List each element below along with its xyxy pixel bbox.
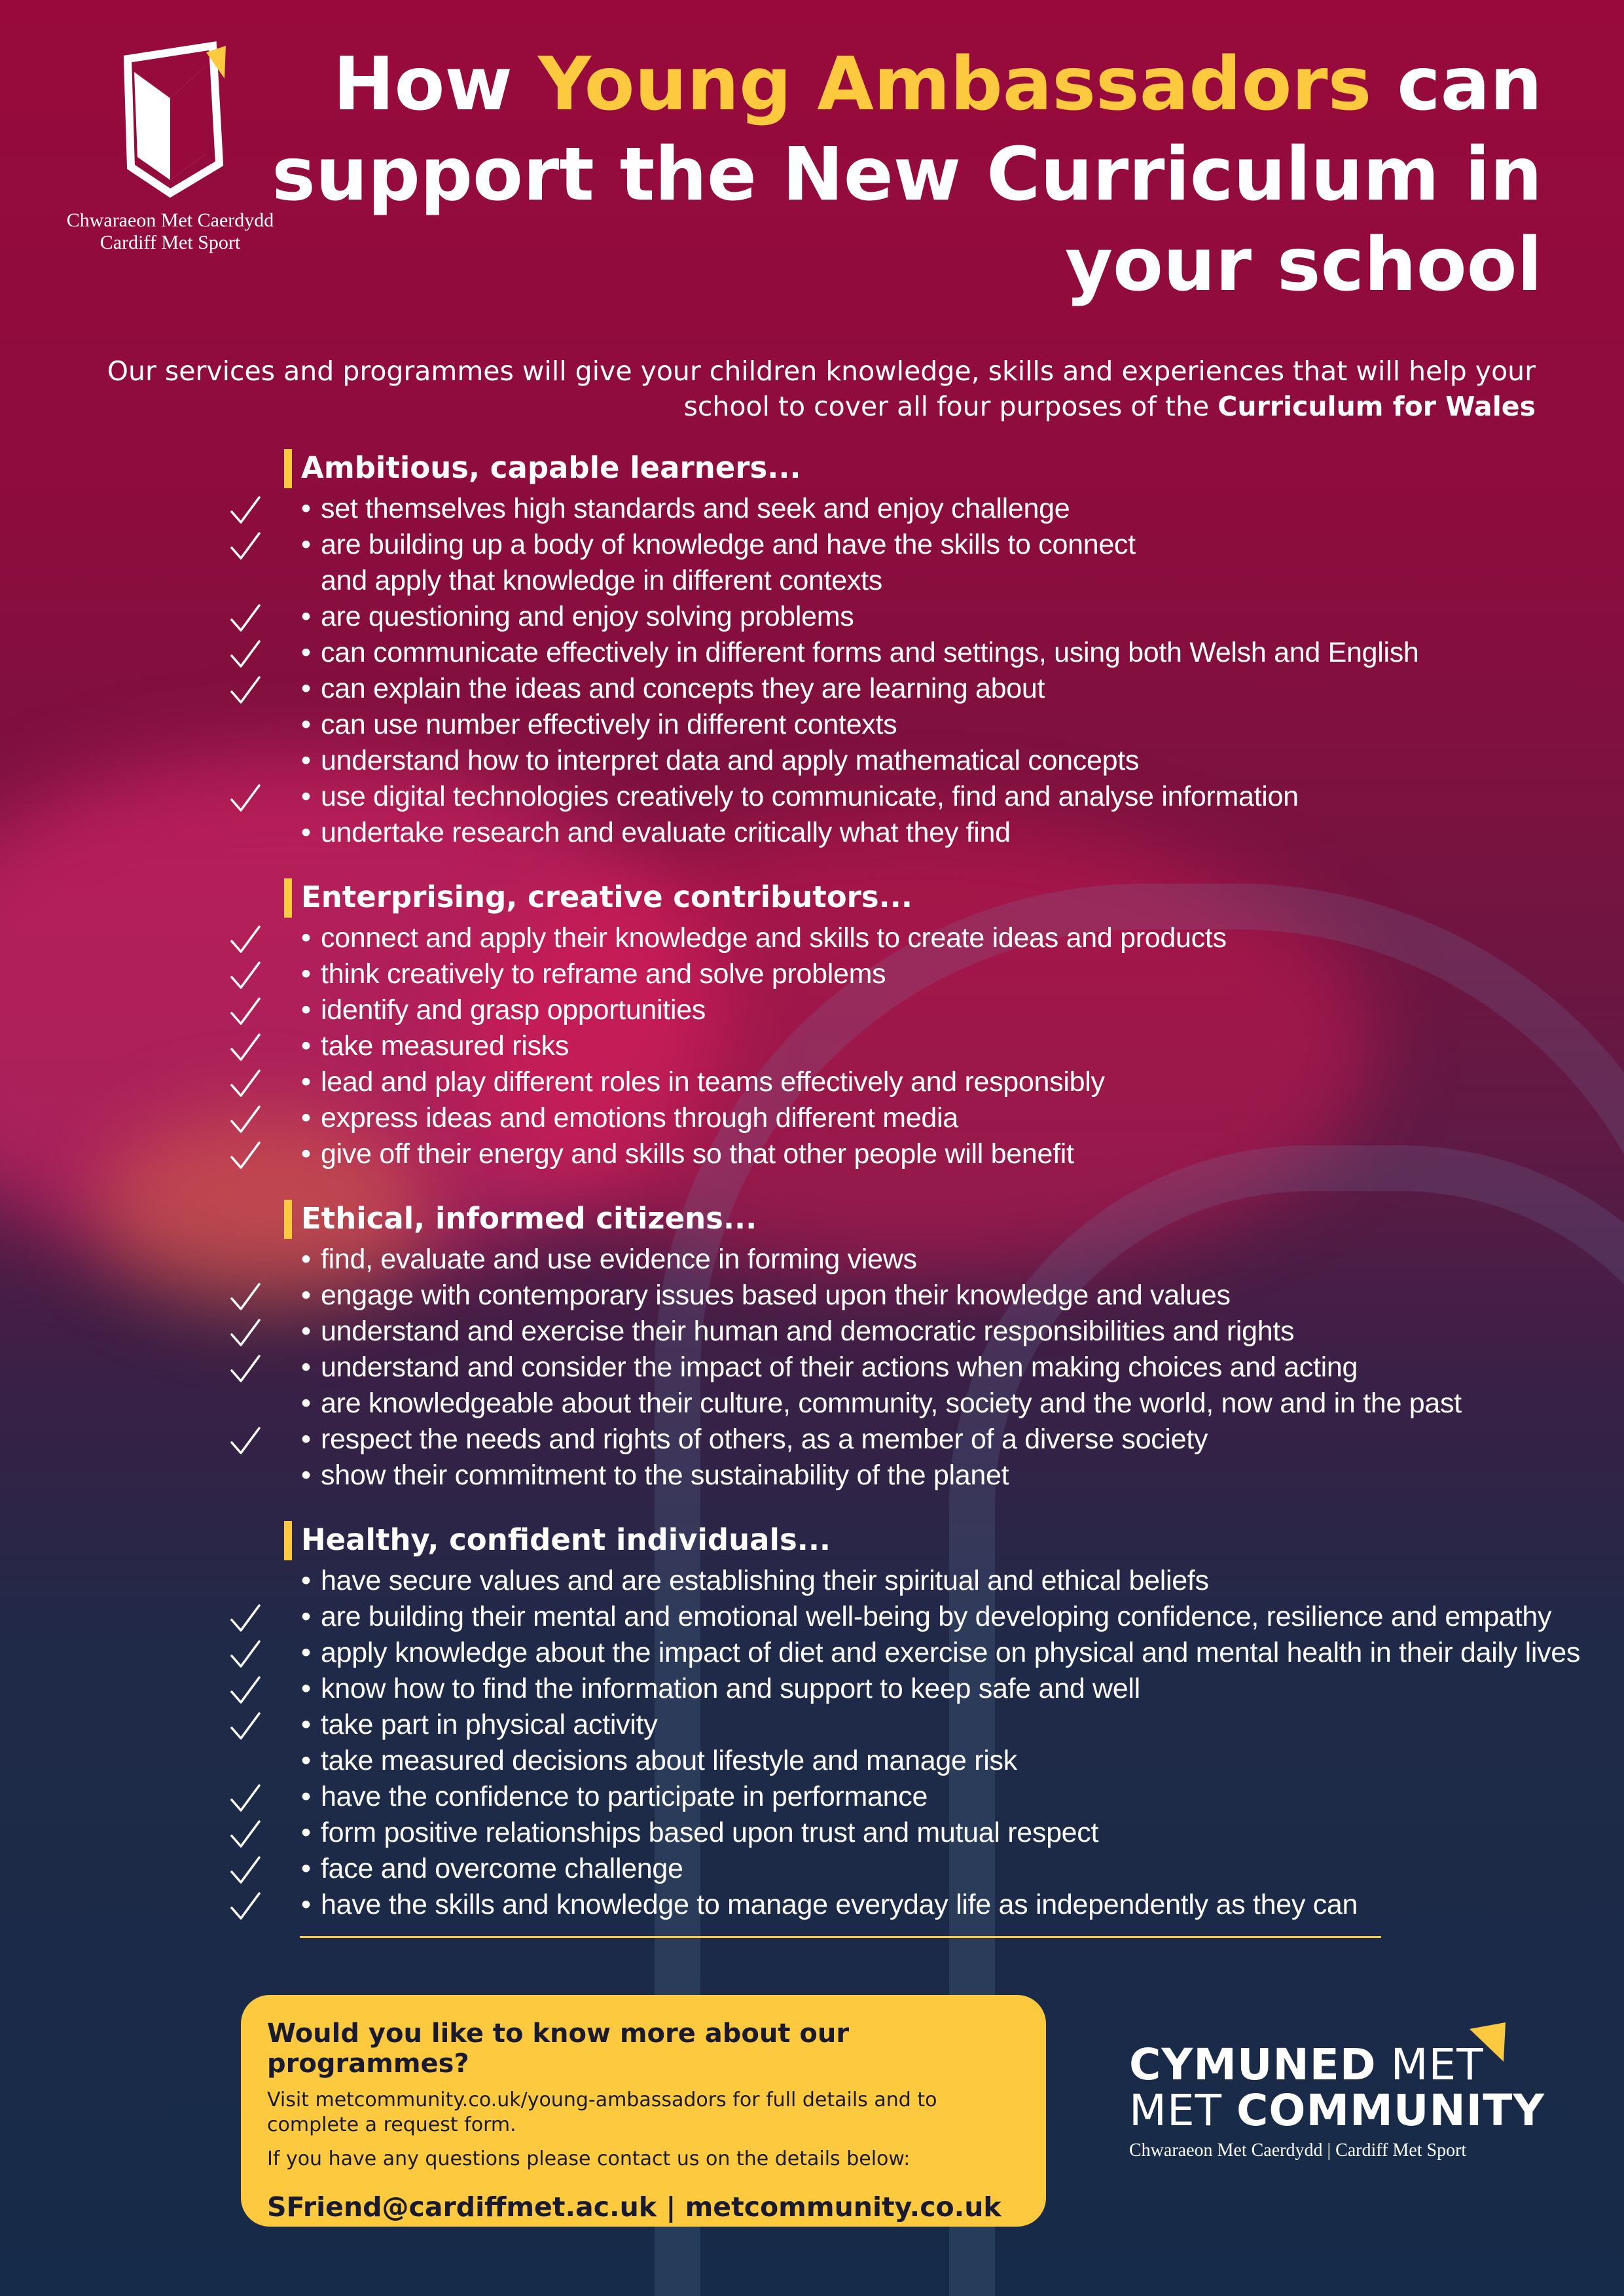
- list-item: [229, 743, 1473, 779]
- checkmark-icon: [229, 495, 262, 526]
- list-item: [229, 956, 1473, 992]
- heading-accent-bar: [284, 1200, 292, 1239]
- purposes-list: [229, 445, 1581, 1923]
- list-item-text: are building up a body of knowledge and have the skills to connect and apply that knowledge in different contexts: [321, 529, 1136, 596]
- bullet: •: [301, 1280, 311, 1311]
- list-item-text: are building their mental and emotional well-being by developing confidence, resilience and empathy: [321, 1601, 1552, 1632]
- section: [229, 1517, 1581, 1923]
- page-title: [266, 39, 1542, 310]
- list-item-text: set themselves high standards and seek and enjoy challenge: [321, 493, 1070, 524]
- list-item: [229, 671, 1473, 707]
- cta-contact-line: If you have any questions please contact us on the details below:: [267, 2147, 911, 2170]
- checkmark-icon: [229, 960, 262, 992]
- bullet: •: [301, 637, 311, 668]
- list-item: [229, 527, 1473, 599]
- list-item-text: can explain the ideas and concepts they are learning about: [321, 673, 1045, 704]
- checkmark-icon: [229, 1603, 262, 1634]
- list-item-text: find, evaluate and use evidence in forming views: [321, 1244, 917, 1275]
- checkmark-icon: [229, 1354, 262, 1385]
- list-item: [229, 1563, 1473, 1599]
- intro-bold: Curriculum for Wales: [1218, 391, 1536, 422]
- checkmark-icon: [229, 1032, 262, 1064]
- list-item-text: form positive relationships based upon trust and mutual respect: [321, 1817, 1099, 1848]
- bullet: •: [301, 1138, 311, 1170]
- bullet: •: [301, 601, 311, 632]
- list-item: [229, 1278, 1473, 1314]
- bullet: •: [301, 781, 311, 812]
- cardiff-met-sport-logo: [39, 39, 301, 254]
- list-item: [229, 992, 1473, 1028]
- section-heading: [229, 874, 1473, 920]
- list-item-text: take measured decisions about lifestyle and manage risk: [321, 1745, 1017, 1776]
- bullet: •: [301, 745, 311, 776]
- checkmark-icon: [229, 1639, 262, 1670]
- list-item: [229, 815, 1473, 851]
- list-item-text: understand and consider the impact of their actions when making choices and acting: [321, 1352, 1358, 1383]
- list-item: [229, 1671, 1473, 1707]
- list-item-text: identify and grasp opportunities: [321, 994, 706, 1026]
- checkmark-icon: [229, 1675, 262, 1706]
- heading-accent-bar: [284, 449, 292, 488]
- list-item: [229, 1887, 1473, 1923]
- list-item-text: know how to find the information and support to keep safe and well: [321, 1673, 1140, 1704]
- list-item: [229, 1386, 1473, 1422]
- bullet: •: [301, 673, 311, 704]
- checkmark-icon: [229, 1426, 262, 1457]
- divider-line: [300, 1936, 1381, 1938]
- title-part-2: can support the New Curriculum in your school: [272, 42, 1542, 308]
- list-item: [229, 1743, 1473, 1779]
- list-item-text: can use number effectively in different contexts: [321, 709, 897, 740]
- checkmark-icon: [229, 1891, 262, 1922]
- checkmark-icon: [229, 783, 262, 814]
- list-item: [229, 1422, 1473, 1458]
- checkmark-icon: [229, 1783, 262, 1814]
- heading-accent-bar: [284, 878, 292, 918]
- checkmark-icon: [229, 1282, 262, 1313]
- section-heading: [229, 1196, 1473, 1242]
- heading-accent-bar: [284, 1521, 292, 1560]
- checkmark-icon: [229, 603, 262, 634]
- list-item-text: have the confidence to participate in performance: [321, 1781, 928, 1812]
- bullet: •: [301, 1601, 311, 1632]
- logo-cymuned: CYMUNED: [1129, 2039, 1377, 2090]
- list-item: [229, 1314, 1473, 1350]
- bullet: •: [301, 1316, 311, 1347]
- list-item: [229, 491, 1473, 527]
- list-item-text: take measured risks: [321, 1030, 569, 1062]
- section-heading-text: Healthy, confident individuals...: [301, 1522, 831, 1557]
- list-item-text: have secure values and are establishing their spiritual and ethical beliefs: [321, 1565, 1209, 1596]
- checkmark-icon: [229, 1140, 262, 1172]
- list-item-text: understand and exercise their human and democratic responsibilities and rights: [321, 1316, 1295, 1347]
- list-item: [229, 1350, 1473, 1386]
- list-item-text: understand how to interpret data and apply mathematical concepts: [321, 745, 1140, 776]
- bullet: •: [301, 817, 311, 848]
- section-heading-text: Ethical, informed citizens...: [301, 1201, 757, 1236]
- bullet: •: [301, 493, 311, 524]
- cta-visit-link[interactable]: metcommunity.co.uk/young-ambassadors: [315, 2089, 727, 2111]
- section: [229, 874, 1473, 1172]
- list-item-text: apply knowledge about the impact of diet and exercise on physical and mental health in their daily lives: [321, 1637, 1581, 1668]
- bullet: •: [301, 1709, 311, 1740]
- shield-icon: [108, 39, 232, 203]
- cta-box: [241, 1995, 1046, 2227]
- logo-tagline: Chwaraeon Met Caerdydd | Cardiff Met Sport: [1129, 2140, 1467, 2161]
- logo-line-2: Cardiff Met Sport: [99, 232, 241, 253]
- list-item-text: can communicate effectively in different forms and settings, using both Welsh and English: [321, 637, 1419, 668]
- cta-visit-post: for full details and to complete a request form.: [267, 2089, 937, 2136]
- section: [229, 1196, 1473, 1494]
- checkmark-icon: [229, 996, 262, 1028]
- list-item: [229, 635, 1473, 671]
- contact-separator: |: [657, 2191, 685, 2223]
- checkmark-icon: [229, 1819, 262, 1850]
- bullet: •: [301, 958, 311, 990]
- logo-line-1: Chwaraeon Met Caerdydd: [66, 209, 274, 231]
- title-part-1: How: [333, 42, 538, 127]
- list-item: [229, 920, 1473, 956]
- bullet: •: [301, 1102, 311, 1134]
- section-heading-text: Enterprising, creative contributors...: [301, 880, 912, 914]
- list-item-text: lead and play different roles in teams effectively and responsibly: [321, 1066, 1105, 1098]
- bullet: •: [301, 1781, 311, 1812]
- list-item: [229, 779, 1473, 815]
- list-item-text: are questioning and enjoy solving problems: [321, 601, 854, 632]
- bullet: •: [301, 994, 311, 1026]
- list-item: [229, 1458, 1473, 1494]
- list-item: [229, 1851, 1473, 1887]
- bullet: •: [301, 529, 311, 560]
- bullet: •: [301, 1745, 311, 1776]
- bullet: •: [301, 1030, 311, 1062]
- logo-met-1: MET: [1376, 2039, 1484, 2090]
- website-link[interactable]: metcommunity.co.uk: [685, 2191, 1001, 2223]
- list-item: [229, 1064, 1473, 1100]
- list-item-text: think creatively to reframe and solve problems: [321, 958, 886, 990]
- intro-text: [96, 353, 1536, 424]
- section-heading: [229, 1517, 1473, 1563]
- cta-question: Would you like to know more about our programmes?: [267, 2018, 850, 2079]
- list-item-text: use digital technologies creatively to communicate, find and analyse information: [321, 781, 1299, 812]
- list-item-text: engage with contemporary issues based upon their knowledge and values: [321, 1280, 1231, 1311]
- bullet: •: [301, 1460, 311, 1491]
- list-item-text: give off their energy and skills so that other people will benefit: [321, 1138, 1074, 1170]
- list-item-text: face and overcome challenge: [321, 1853, 683, 1884]
- list-item: [229, 1242, 1473, 1278]
- intro-body: Our services and programmes will give your children knowledge, skills and experiences that will help your school to cover all four purposes of the: [107, 355, 1536, 422]
- title-highlight: Young Ambassadors: [537, 42, 1372, 127]
- bullet: •: [301, 1853, 311, 1884]
- checkmark-icon: [229, 531, 262, 562]
- logo-community: COMMUNITY: [1236, 2085, 1545, 2136]
- list-item-text: connect and apply their knowledge and skills to create ideas and products: [321, 922, 1227, 954]
- cta-visit: [267, 2088, 1020, 2138]
- section-heading: [229, 445, 1473, 491]
- bullet: •: [301, 1817, 311, 1848]
- section-heading-text: Ambitious, capable learners...: [301, 450, 801, 485]
- list-item: [229, 1028, 1473, 1064]
- bullet: •: [301, 1066, 311, 1098]
- list-item-text: take part in physical activity: [321, 1709, 658, 1740]
- list-item-text: have the skills and knowledge to manage everyday life as independently as they can: [321, 1889, 1358, 1920]
- list-item-text: are knowledgeable about their culture, community, society and the world, now and in the past: [321, 1388, 1462, 1419]
- checkmark-icon: [229, 1711, 262, 1742]
- checkmark-icon: [229, 1855, 262, 1886]
- bullet: •: [301, 1352, 311, 1383]
- bullet: •: [301, 922, 311, 954]
- bullet: •: [301, 1673, 311, 1704]
- list-item-text: show their commitment to the sustainability of the planet: [321, 1460, 1009, 1491]
- checkmark-icon: [229, 924, 262, 956]
- email-link[interactable]: SFriend@cardiffmet.ac.uk: [267, 2191, 657, 2223]
- cta-contacts: [267, 2191, 1020, 2223]
- bullet: •: [301, 1388, 311, 1419]
- checkmark-icon: [229, 639, 262, 670]
- logo-met-2: MET: [1129, 2085, 1236, 2136]
- checkmark-icon: [229, 1068, 262, 1100]
- list-item-text: express ideas and emotions through different media: [321, 1102, 958, 1134]
- list-item: [229, 1599, 1552, 1635]
- list-item: [229, 1707, 1473, 1743]
- list-item: [229, 1635, 1581, 1671]
- bullet: •: [301, 1244, 311, 1275]
- met-community-logo: [1129, 2039, 1555, 2161]
- list-item-text: undertake research and evaluate critically what they find: [321, 817, 1011, 848]
- cta-visit-pre: Visit: [267, 2089, 316, 2111]
- list-item: [229, 599, 1473, 635]
- section: [229, 445, 1473, 851]
- logo-row-2: [1129, 2085, 1555, 2136]
- list-item: [229, 1136, 1473, 1172]
- list-item: [229, 707, 1473, 743]
- checkmark-icon: [229, 1104, 262, 1136]
- list-item: [229, 1100, 1473, 1136]
- bullet: •: [301, 1565, 311, 1596]
- list-item-text: respect the needs and rights of others, as a member of a diverse society: [321, 1424, 1208, 1455]
- checkmark-icon: [229, 675, 262, 706]
- bullet: •: [301, 709, 311, 740]
- flag-icon: [1470, 2022, 1509, 2068]
- checkmark-icon: [229, 1318, 262, 1349]
- list-item: [229, 1815, 1473, 1851]
- bullet: •: [301, 1889, 311, 1920]
- bullet: •: [301, 1424, 311, 1455]
- list-item: [229, 1779, 1473, 1815]
- bullet: •: [301, 1637, 311, 1668]
